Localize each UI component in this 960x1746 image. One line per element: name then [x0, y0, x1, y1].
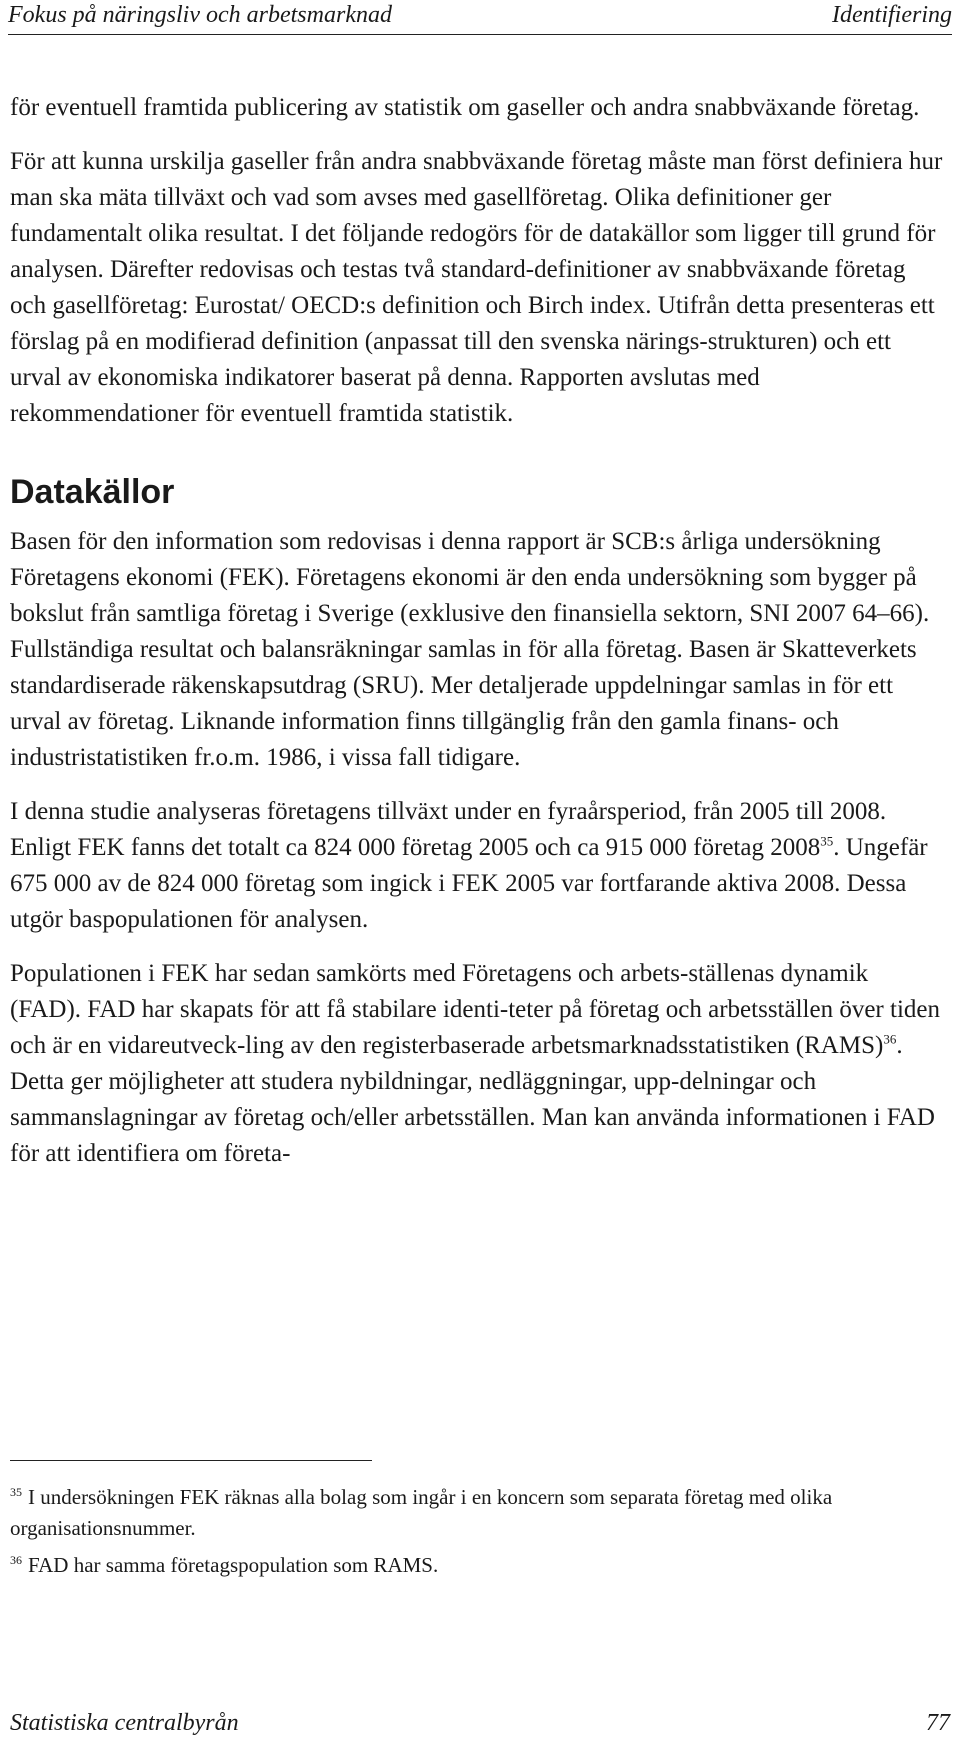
paragraph-population-text-b: . Ungefär 675 000 av de 824 000 företag som ingick i FEK 2005 var fortfarande aktiva 2008. Dessa utgör baspopulationen för analysen.: [10, 834, 928, 933]
footer-publisher: Statistiska centralbyrån: [10, 1710, 239, 1736]
footnote-number: 36: [10, 1553, 22, 1567]
footnote-reference-36[interactable]: 36: [883, 1031, 897, 1047]
paragraph-fad-text-a: Populationen i FEK har sedan samkörts med Företagens och arbets-ställenas dynamik (FAD). FAD har skapats för att få stabilare identi-teter på företag och arbetsställen över tiden och är en vidareutveck-ling av den registerbaserade arbetsmarknadsstatistiken (RAMS): [10, 960, 940, 1059]
footnote-text: FAD har samma företagspopulation som RAMS.: [28, 1553, 439, 1577]
footnotes: [10, 1482, 940, 1587]
paragraph-fek-source: Basen för den information som redovisas i denna rapport är SCB:s årliga undersökning Företagens ekonomi (FEK). Företagens ekonomi är den enda undersökning som bygger på bokslut från samtliga företag i Sverige (exklusive den finansiella sektorn, SNI 2007 64–66). Fullständiga resultat och balansräkningar samlas in för alla företag. Basen är Skatteverkets standardiserade räkenskapsutdrag (SRU). Mer detaljerade uppdelningar samlas in för ett urval av företag. Liknande information finns tillgänglig från den gamla finans- och industristatistiken fr.o.m. 1986, i vissa fall tidigare.: [10, 528, 930, 771]
footnote-number: 35: [10, 1485, 22, 1499]
footnote-reference-35[interactable]: 35: [820, 833, 834, 849]
header-publication-title: Fokus på näringsliv och arbetsmarknad: [8, 2, 392, 28]
footnote-divider: [10, 1460, 372, 1461]
paragraph-continuation: för eventuell framtida publicering av statistik om gaseller och andra snabbväxande företag.: [10, 94, 920, 121]
page-header: [8, 0, 952, 35]
header-chapter-title: Identifiering: [832, 2, 952, 28]
footnote-36: [10, 1550, 940, 1581]
paragraph-population: [10, 794, 945, 938]
section-heading-datakallor: Datakällor: [10, 473, 175, 511]
footnote-35: [10, 1482, 940, 1544]
paragraph-fad: [10, 956, 945, 1172]
paragraph-purpose: För att kunna urskilja gaseller från andra snabbväxande företag måste man först definiera hur man ska mäta tillväxt och vad som avses med gasellföretag. Olika definitioner ger fundamentalt olika resultat. I det följande redogörs för de datakällor som ligger till grund för analysen. Därefter redovisas och testas två standard-definitioner av snabbväxande företag och gasellföretag: Eurostat/ OECD:s definition och Birch index. Utifrån detta presenteras ett förslag på en modifierad definition (anpassat till den svenska närings-strukturen) och ett urval av ekonomiska indikatorer baserat på denna. Rapporten avslutas med rekommendationer för eventuell framtida statistik.: [10, 148, 943, 427]
paragraph-fad-text-b: . Detta ger möjligheter att studera nybildningar, nedläggningar, upp-delningar och sammanslagningar av företag och/eller arbetsställen. Man kan använda informationen i FAD för att identifiera om företa-: [10, 1032, 935, 1167]
page-number: 77: [926, 1710, 950, 1736]
footnote-text: I undersökningen FEK räknas alla bolag som ingår i en koncern som separata företag med olika organisationsnummer.: [10, 1485, 833, 1540]
paragraph-population-text-a: I denna studie analyseras företagens tillväxt under en fyraårsperiod, från 2005 till 2008. Enligt FEK fanns det totalt ca 824 000 företag 2005 och ca 915 000 företag 2008: [10, 798, 887, 861]
body-text: [10, 90, 945, 1172]
